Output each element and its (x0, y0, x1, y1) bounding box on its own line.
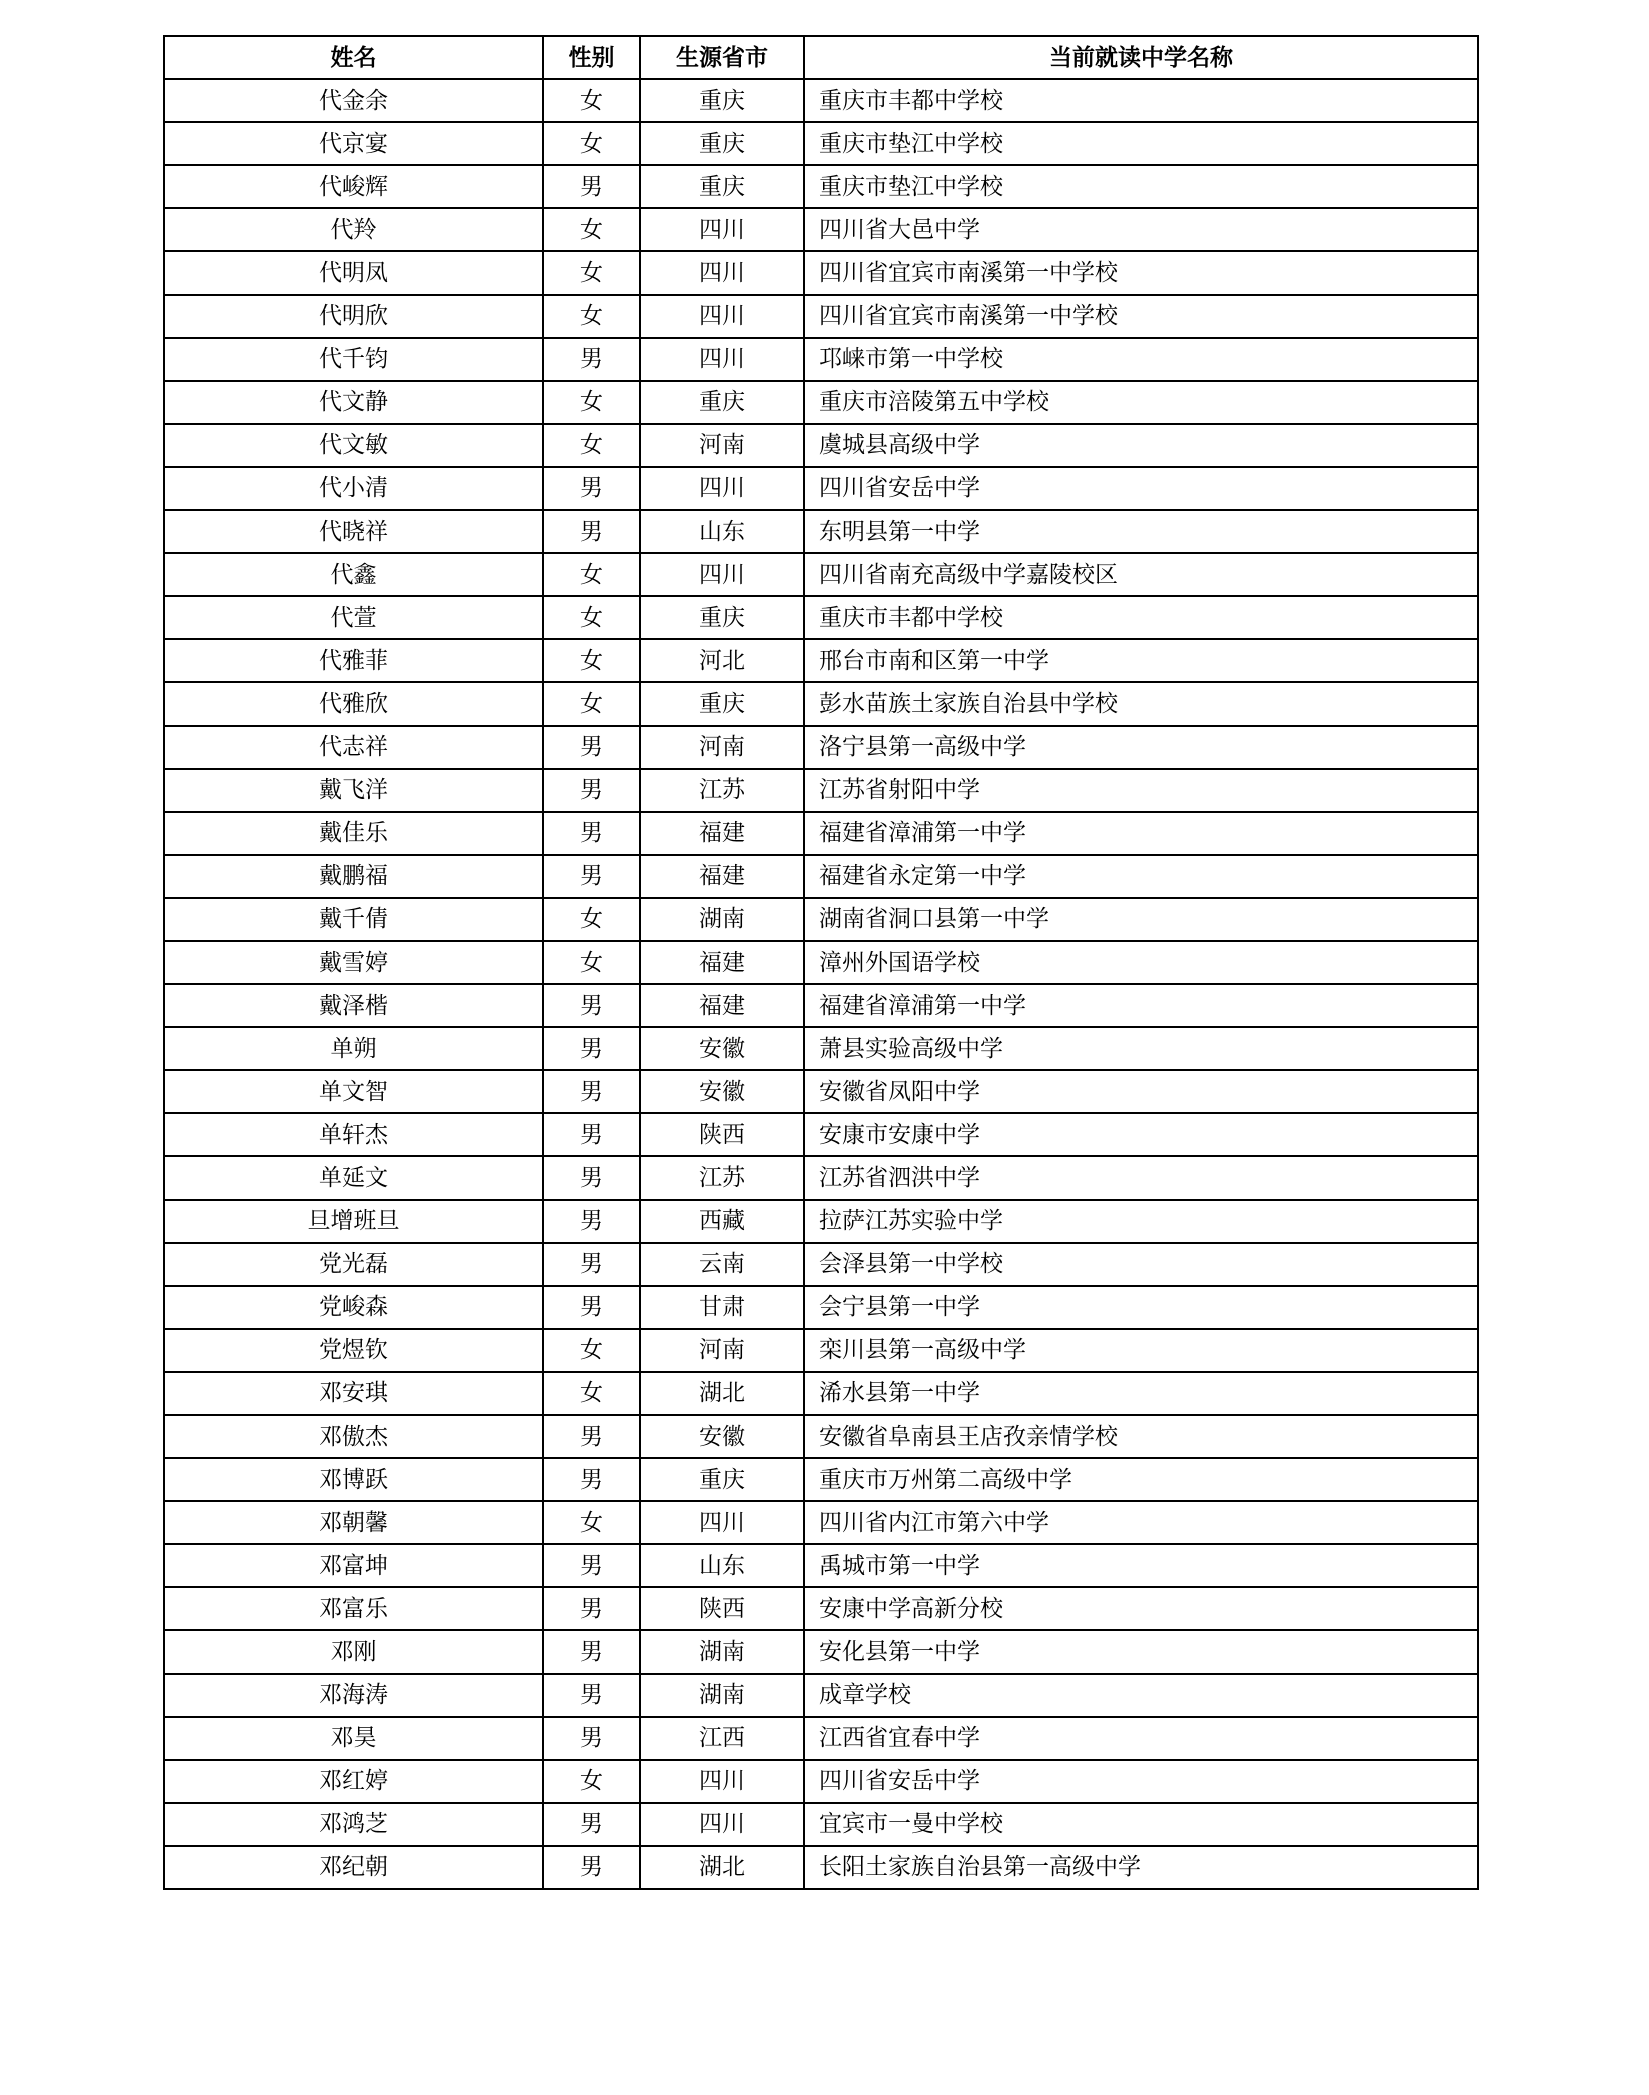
table-row (164, 1329, 1478, 1372)
cell-province: 重庆 (640, 79, 804, 122)
cell-name: 代鑫 (164, 553, 543, 596)
cell-gender: 男 (543, 1630, 640, 1673)
cell-gender: 女 (543, 1372, 640, 1415)
cell-school: 禹城市第一中学 (804, 1544, 1478, 1587)
header-gender: 性别 (543, 36, 640, 79)
table-row (164, 1113, 1478, 1156)
cell-gender: 男 (543, 769, 640, 812)
table-row (164, 79, 1478, 122)
cell-school: 江西省宜春中学 (804, 1717, 1478, 1760)
cell-gender: 女 (543, 122, 640, 165)
cell-gender: 男 (543, 1027, 640, 1070)
cell-gender: 女 (543, 553, 640, 596)
cell-province: 山东 (640, 510, 804, 553)
cell-school: 四川省大邑中学 (804, 208, 1478, 251)
header-row (164, 36, 1478, 79)
cell-gender: 男 (543, 165, 640, 208)
cell-gender: 男 (543, 338, 640, 381)
cell-province: 山东 (640, 1544, 804, 1587)
cell-school: 重庆市丰都中学校 (804, 79, 1478, 122)
cell-province: 河南 (640, 726, 804, 769)
cell-province: 湖南 (640, 1630, 804, 1673)
cell-province: 河南 (640, 424, 804, 467)
cell-province: 陕西 (640, 1587, 804, 1630)
cell-name: 戴飞洋 (164, 769, 543, 812)
cell-gender: 男 (543, 467, 640, 510)
cell-gender: 男 (543, 1717, 640, 1760)
cell-school: 重庆市垫江中学校 (804, 122, 1478, 165)
table-body (164, 79, 1478, 1889)
cell-province: 四川 (640, 1501, 804, 1544)
cell-name: 代羚 (164, 208, 543, 251)
cell-name: 邓红婷 (164, 1760, 543, 1803)
cell-gender: 男 (543, 1156, 640, 1199)
cell-gender: 男 (543, 1587, 640, 1630)
cell-name: 代文敏 (164, 424, 543, 467)
cell-name: 单文智 (164, 1070, 543, 1113)
cell-gender: 男 (543, 855, 640, 898)
cell-name: 戴雪婷 (164, 941, 543, 984)
cell-gender: 女 (543, 1501, 640, 1544)
cell-province: 湖北 (640, 1846, 804, 1889)
cell-name: 邓纪朝 (164, 1846, 543, 1889)
table-row (164, 898, 1478, 941)
cell-gender: 男 (543, 1674, 640, 1717)
table-row (164, 812, 1478, 855)
cell-name: 单延文 (164, 1156, 543, 1199)
cell-name: 单朔 (164, 1027, 543, 1070)
cell-name: 邓朝馨 (164, 1501, 543, 1544)
cell-province: 重庆 (640, 1458, 804, 1501)
cell-school: 会宁县第一中学 (804, 1286, 1478, 1329)
table-row (164, 1760, 1478, 1803)
table-row (164, 295, 1478, 338)
cell-school: 东明县第一中学 (804, 510, 1478, 553)
table-row (164, 1070, 1478, 1113)
cell-province: 四川 (640, 467, 804, 510)
cell-province: 重庆 (640, 682, 804, 725)
cell-province: 江苏 (640, 769, 804, 812)
table-row (164, 984, 1478, 1027)
cell-province: 河南 (640, 1329, 804, 1372)
cell-school: 湖南省洞口县第一中学 (804, 898, 1478, 941)
table-row (164, 1458, 1478, 1501)
cell-name: 代文静 (164, 381, 543, 424)
table-row (164, 682, 1478, 725)
cell-province: 四川 (640, 553, 804, 596)
cell-school: 萧县实验高级中学 (804, 1027, 1478, 1070)
cell-name: 邓富乐 (164, 1587, 543, 1630)
cell-province: 安徽 (640, 1415, 804, 1458)
table-row (164, 1846, 1478, 1889)
cell-school: 重庆市垫江中学校 (804, 165, 1478, 208)
table-row (164, 1587, 1478, 1630)
cell-province: 江西 (640, 1717, 804, 1760)
cell-gender: 男 (543, 1200, 640, 1243)
header-name: 姓名 (164, 36, 543, 79)
table-row (164, 424, 1478, 467)
cell-gender: 男 (543, 1846, 640, 1889)
cell-province: 重庆 (640, 596, 804, 639)
cell-school: 邢台市南和区第一中学 (804, 639, 1478, 682)
table-row (164, 467, 1478, 510)
cell-name: 戴千倩 (164, 898, 543, 941)
cell-name: 戴佳乐 (164, 812, 543, 855)
cell-school: 福建省永定第一中学 (804, 855, 1478, 898)
cell-province: 重庆 (640, 165, 804, 208)
cell-school: 虞城县高级中学 (804, 424, 1478, 467)
table-row (164, 1372, 1478, 1415)
table-row (164, 251, 1478, 294)
cell-province: 四川 (640, 208, 804, 251)
cell-gender: 男 (543, 1544, 640, 1587)
cell-school: 长阳土家族自治县第一高级中学 (804, 1846, 1478, 1889)
cell-school: 浠水县第一中学 (804, 1372, 1478, 1415)
cell-gender: 男 (543, 1803, 640, 1846)
cell-school: 江苏省泗洪中学 (804, 1156, 1478, 1199)
cell-province: 河北 (640, 639, 804, 682)
table-row (164, 1156, 1478, 1199)
cell-name: 代晓祥 (164, 510, 543, 553)
table-row (164, 1674, 1478, 1717)
cell-school: 安康中学高新分校 (804, 1587, 1478, 1630)
cell-gender: 女 (543, 208, 640, 251)
table-row (164, 553, 1478, 596)
cell-name: 党光磊 (164, 1243, 543, 1286)
cell-name: 代峻辉 (164, 165, 543, 208)
cell-gender: 男 (543, 1070, 640, 1113)
table-row (164, 122, 1478, 165)
table-row (164, 510, 1478, 553)
cell-school: 成章学校 (804, 1674, 1478, 1717)
cell-gender: 男 (543, 1458, 640, 1501)
cell-school: 重庆市涪陵第五中学校 (804, 381, 1478, 424)
cell-gender: 女 (543, 898, 640, 941)
cell-school: 会泽县第一中学校 (804, 1243, 1478, 1286)
cell-name: 单轩杰 (164, 1113, 543, 1156)
cell-gender: 男 (543, 1415, 640, 1458)
cell-gender: 男 (543, 726, 640, 769)
cell-province: 西藏 (640, 1200, 804, 1243)
table-row (164, 165, 1478, 208)
table-row (164, 1630, 1478, 1673)
cell-school: 栾川县第一高级中学 (804, 1329, 1478, 1372)
table-row (164, 769, 1478, 812)
cell-province: 安徽 (640, 1027, 804, 1070)
cell-school: 四川省安岳中学 (804, 1760, 1478, 1803)
cell-gender: 男 (543, 1286, 640, 1329)
cell-province: 陕西 (640, 1113, 804, 1156)
cell-name: 邓海涛 (164, 1674, 543, 1717)
cell-name: 党峻森 (164, 1286, 543, 1329)
cell-school: 四川省内江市第六中学 (804, 1501, 1478, 1544)
cell-name: 代志祥 (164, 726, 543, 769)
cell-school: 江苏省射阳中学 (804, 769, 1478, 812)
cell-province: 福建 (640, 812, 804, 855)
table-row (164, 1501, 1478, 1544)
cell-province: 四川 (640, 1760, 804, 1803)
cell-name: 邓安琪 (164, 1372, 543, 1415)
header-school: 当前就读中学名称 (804, 36, 1478, 79)
cell-school: 重庆市丰都中学校 (804, 596, 1478, 639)
cell-province: 四川 (640, 338, 804, 381)
cell-gender: 男 (543, 1243, 640, 1286)
cell-school: 安徽省阜南县王店孜亲情学校 (804, 1415, 1478, 1458)
cell-school: 安化县第一中学 (804, 1630, 1478, 1673)
cell-name: 党煜钦 (164, 1329, 543, 1372)
cell-gender: 男 (543, 1113, 640, 1156)
cell-gender: 女 (543, 1329, 640, 1372)
cell-school: 福建省漳浦第一中学 (804, 812, 1478, 855)
cell-name: 代京宴 (164, 122, 543, 165)
cell-province: 甘肃 (640, 1286, 804, 1329)
cell-gender: 男 (543, 812, 640, 855)
cell-school: 四川省宜宾市南溪第一中学校 (804, 251, 1478, 294)
cell-name: 旦增班旦 (164, 1200, 543, 1243)
cell-gender: 男 (543, 510, 640, 553)
cell-school: 四川省安岳中学 (804, 467, 1478, 510)
cell-name: 代金余 (164, 79, 543, 122)
table-header (164, 36, 1478, 79)
table-row (164, 1717, 1478, 1760)
cell-name: 代雅欣 (164, 682, 543, 725)
cell-name: 代小清 (164, 467, 543, 510)
student-roster-table (163, 35, 1479, 1890)
cell-gender: 女 (543, 251, 640, 294)
cell-name: 代明欣 (164, 295, 543, 338)
cell-name: 代萱 (164, 596, 543, 639)
cell-name: 邓刚 (164, 1630, 543, 1673)
cell-province: 安徽 (640, 1070, 804, 1113)
cell-province: 福建 (640, 855, 804, 898)
cell-school: 彭水苗族土家族自治县中学校 (804, 682, 1478, 725)
cell-name: 邓傲杰 (164, 1415, 543, 1458)
cell-name: 戴泽楷 (164, 984, 543, 1027)
cell-gender: 男 (543, 984, 640, 1027)
cell-province: 福建 (640, 941, 804, 984)
cell-name: 邓昊 (164, 1717, 543, 1760)
table-row (164, 639, 1478, 682)
cell-gender: 女 (543, 596, 640, 639)
cell-name: 邓鸿芝 (164, 1803, 543, 1846)
cell-province: 重庆 (640, 122, 804, 165)
table-row (164, 338, 1478, 381)
cell-school: 洛宁县第一高级中学 (804, 726, 1478, 769)
cell-school: 四川省南充高级中学嘉陵校区 (804, 553, 1478, 596)
cell-school: 安徽省凤阳中学 (804, 1070, 1478, 1113)
table-row (164, 596, 1478, 639)
cell-province: 湖南 (640, 898, 804, 941)
table-row (164, 1286, 1478, 1329)
cell-province: 福建 (640, 984, 804, 1027)
cell-province: 四川 (640, 295, 804, 338)
cell-province: 江苏 (640, 1156, 804, 1199)
table-row (164, 726, 1478, 769)
cell-gender: 女 (543, 79, 640, 122)
table-row (164, 941, 1478, 984)
table-row (164, 1544, 1478, 1587)
cell-gender: 女 (543, 941, 640, 984)
cell-province: 湖北 (640, 1372, 804, 1415)
cell-province: 重庆 (640, 381, 804, 424)
cell-province: 四川 (640, 1803, 804, 1846)
table-row (164, 208, 1478, 251)
cell-school: 拉萨江苏实验中学 (804, 1200, 1478, 1243)
table-row (164, 1027, 1478, 1070)
cell-school: 重庆市万州第二高级中学 (804, 1458, 1478, 1501)
cell-gender: 女 (543, 1760, 640, 1803)
cell-name: 邓富坤 (164, 1544, 543, 1587)
cell-school: 邛崃市第一中学校 (804, 338, 1478, 381)
table-row (164, 381, 1478, 424)
table-row (164, 855, 1478, 898)
cell-name: 戴鹏福 (164, 855, 543, 898)
table-row (164, 1415, 1478, 1458)
cell-school: 安康市安康中学 (804, 1113, 1478, 1156)
cell-school: 漳州外国语学校 (804, 941, 1478, 984)
cell-province: 湖南 (640, 1674, 804, 1717)
cell-gender: 女 (543, 682, 640, 725)
cell-name: 代千钧 (164, 338, 543, 381)
cell-gender: 女 (543, 424, 640, 467)
cell-province: 云南 (640, 1243, 804, 1286)
table-row (164, 1803, 1478, 1846)
cell-school: 福建省漳浦第一中学 (804, 984, 1478, 1027)
cell-school: 四川省宜宾市南溪第一中学校 (804, 295, 1478, 338)
table-row (164, 1243, 1478, 1286)
cell-name: 邓博跃 (164, 1458, 543, 1501)
cell-gender: 女 (543, 381, 640, 424)
header-province: 生源省市 (640, 36, 804, 79)
table-row (164, 1200, 1478, 1243)
cell-name: 代雅菲 (164, 639, 543, 682)
cell-gender: 女 (543, 295, 640, 338)
cell-name: 代明凤 (164, 251, 543, 294)
cell-school: 宜宾市一曼中学校 (804, 1803, 1478, 1846)
cell-province: 四川 (640, 251, 804, 294)
cell-gender: 女 (543, 639, 640, 682)
